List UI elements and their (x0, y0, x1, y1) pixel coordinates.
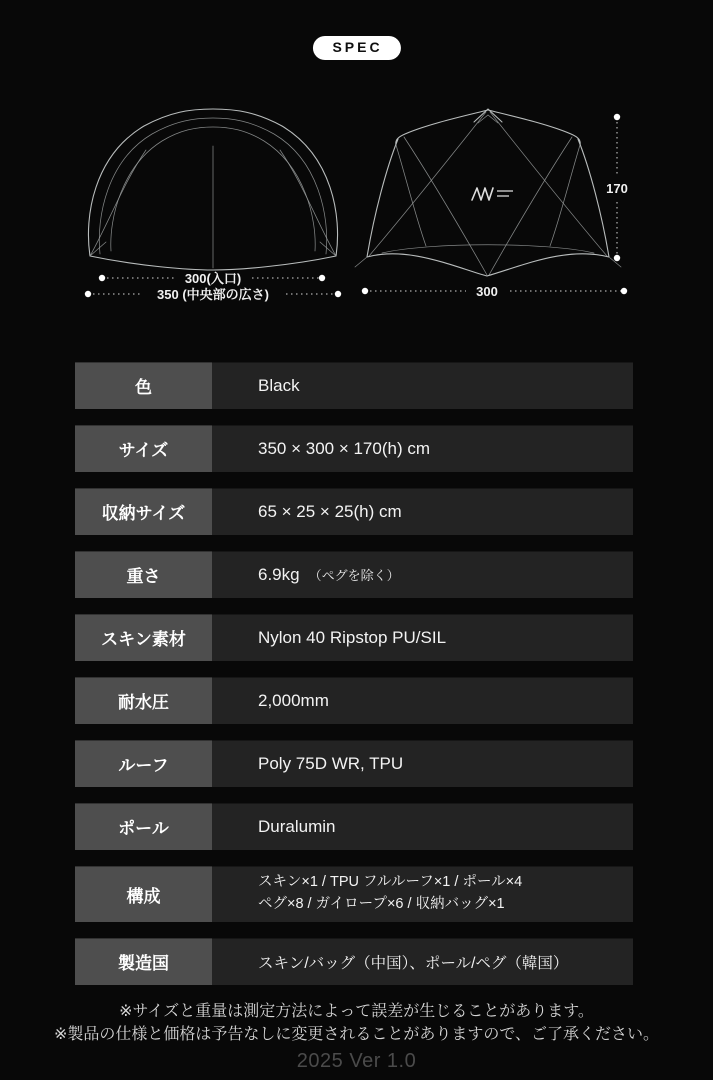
spec-label: スキン素材 (75, 614, 212, 661)
spec-label: サイズ (75, 425, 212, 472)
front-dimension-entrance (99, 271, 325, 286)
spec-value (212, 551, 633, 598)
dim-dot (614, 255, 620, 261)
spec-label: 色 (75, 362, 212, 409)
front-dimension-width (85, 287, 341, 302)
components-line-2: ペグ×8 / ガイロープ×6 / 収納バッグ×1 (258, 896, 505, 912)
footer-note-2: ※製品の仕様と価格は予告なしに変更されることがありますので、ご了承ください。 (53, 1026, 660, 1043)
spec-value: 350 × 300 × 170(h) cm (212, 425, 633, 472)
spec-row-roof (75, 740, 633, 787)
spec-row-weight (75, 551, 633, 598)
side-depth-dim-label: 300 (476, 284, 498, 299)
spec-table (75, 362, 633, 1001)
spec-row-water-resistance (75, 677, 633, 724)
dim-dot (614, 114, 620, 120)
spec-label: 製造国 (75, 938, 212, 985)
components-line-1: スキン×1 / TPU フルルーフ×1 / ポール×4 (258, 874, 523, 891)
spec-value: Poly 75D WR, TPU (212, 740, 633, 787)
tent-front-drawing (78, 104, 348, 304)
tent-side-diagram (348, 96, 640, 308)
spec-label: ポール (75, 803, 212, 850)
spec-label: 重さ (75, 551, 212, 598)
spec-label: 収納サイズ (75, 488, 212, 535)
spec-value: スキン/バッグ（中国）、ポール/ペグ（韓国） (212, 938, 633, 985)
spec-value: 65 × 25 × 25(h) cm (212, 488, 633, 535)
tent-side-drawing (348, 96, 640, 308)
dim-dot (362, 288, 368, 294)
front-width-dim-label: 350 (中央部の広さ) (157, 287, 269, 302)
spec-value: Duralumin (212, 803, 633, 850)
dim-dot (335, 291, 341, 297)
side-dimension-depth (362, 284, 627, 299)
spec-value: Black (212, 362, 633, 409)
spec-row-components (75, 866, 633, 922)
spec-row-pole (75, 803, 633, 850)
dim-dot (85, 291, 91, 297)
spec-row-color (75, 362, 633, 409)
tent-front-outline (88, 109, 337, 270)
spec-row-size (75, 425, 633, 472)
spec-value: 2,000mm (212, 677, 633, 724)
spec-label: 構成 (75, 866, 212, 922)
tent-side-outline (355, 109, 621, 276)
spec-row-skin-material (75, 614, 633, 661)
side-height-dim-label: 170 (606, 181, 628, 196)
spec-label: ルーフ (75, 740, 212, 787)
brand-logo (472, 188, 513, 200)
spec-row-country (75, 938, 633, 985)
spec-badge: SPEC (312, 36, 400, 60)
tent-front-diagram (78, 104, 348, 304)
weight-note: （ペグを除く） (308, 568, 400, 583)
spec-value: Nylon 40 Ripstop PU/SIL (212, 614, 633, 661)
weight-value: 6.9kg (258, 564, 300, 584)
dim-dot (99, 275, 105, 281)
dim-dot (621, 288, 627, 294)
spec-label: 耐水圧 (75, 677, 212, 724)
side-dimension-height (606, 114, 628, 261)
dim-dot (319, 275, 325, 281)
footer-note-1: ※サイズと重量は測定方法によって誤差が生じることがあります。 (119, 1003, 594, 1020)
front-entrance-dim-label: 300(入口) (184, 271, 242, 286)
spec-row-packed-size (75, 488, 633, 535)
spec-value (212, 866, 633, 922)
version-label: 2025 Ver 1.0 (296, 1050, 417, 1072)
